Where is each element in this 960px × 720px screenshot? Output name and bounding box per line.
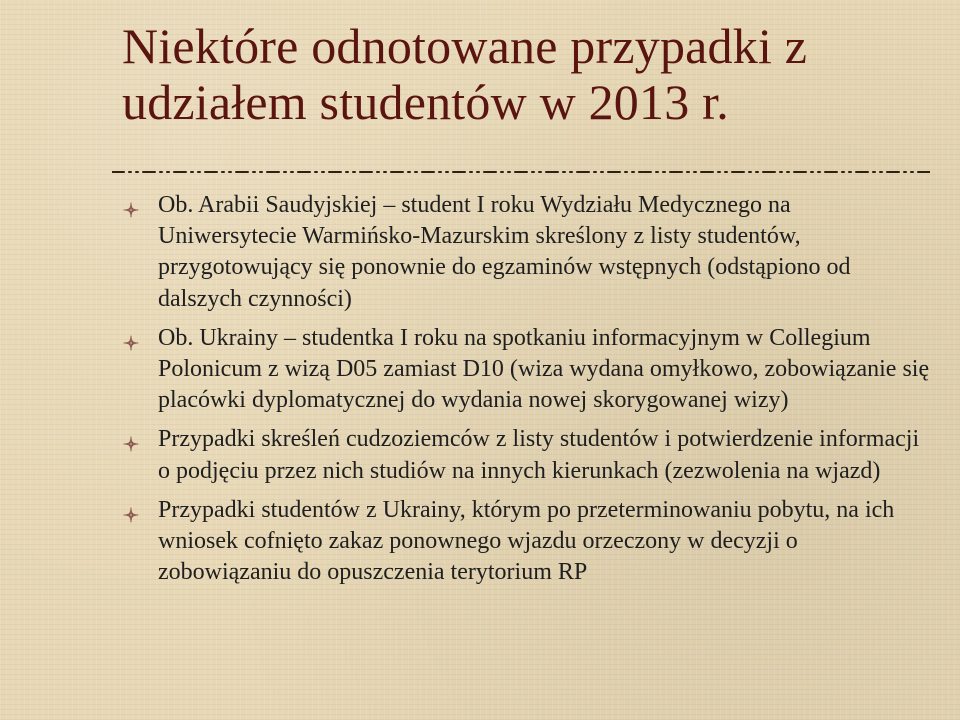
divider	[112, 160, 930, 184]
bullet-icon	[122, 435, 140, 453]
bullet-text: Przypadki studentów z Ukrainy, którym po przeterminowaniu pobytu, na ich wniosek cofnięto zakaz ponownego wjazdu orzeczony w decyzji o zobowiązaniu do opuszczenia terytorium RP	[158, 496, 895, 586]
bullet-icon	[122, 334, 140, 352]
title-line-1: Niektóre odnotowane przypadki z	[122, 18, 808, 74]
title-line-2: udziałem studentów w 2013 r.	[122, 74, 729, 130]
bullet-text: Przypadki skreśleń cudzoziemców z listy studentów i potwierdzenie informacji o podjęciu przez nich studiów na innych kierunkach (zezwolenia na wjazd)	[158, 426, 920, 484]
bullet-item	[122, 495, 930, 589]
bullet-text: Ob. Arabii Saudyjskiej – student I roku Wydziału Medycznego na Uniwersytecie Warmińsko-Mazurskim skreślony z listy studentów, przygotowujący się ponownie do egzaminów wstępnych (odstąpiono od dalszych czynności)	[158, 192, 851, 312]
bullet-list	[122, 190, 930, 596]
bullet-item	[122, 323, 930, 417]
bullet-icon	[122, 506, 140, 524]
bullet-item	[122, 190, 930, 315]
page-title	[122, 18, 942, 130]
bullet-icon	[122, 201, 140, 219]
bullet-item	[122, 424, 930, 486]
bullet-text: Ob. Ukrainy – studentka I roku na spotkaniu informacyjnym w Collegium Polonicum z wizą D05 zamiast D10 (wiza wydana omyłkowo, zobowiązanie się placówki dyplomatycznej do wydania nowej skorygowanej wizy)	[158, 324, 930, 414]
